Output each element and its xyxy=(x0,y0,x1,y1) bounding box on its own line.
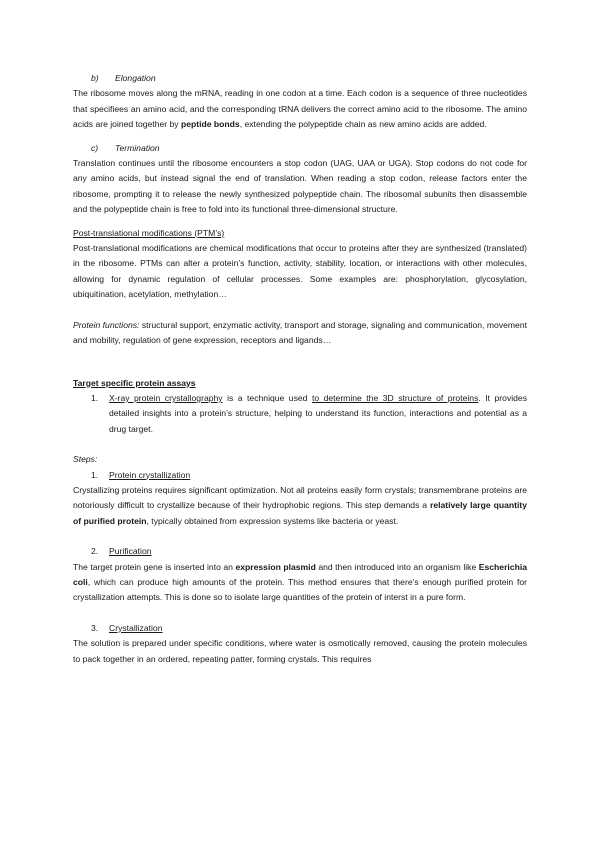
step-2-text-mid: and then introduced into an organism like xyxy=(315,561,479,572)
assay-item-1 xyxy=(91,391,527,437)
assay-item-end: . It provides detailed insights into a protein’s structure, helping to understand its function, interactions and potential as a drug target. xyxy=(109,392,527,434)
step-2-text: The target protein gene is inserted into an xyxy=(73,561,236,572)
termination-heading xyxy=(91,141,527,156)
termination-title: Termination xyxy=(115,142,160,153)
termination-letter: c) xyxy=(91,142,99,153)
elongation-paragraph xyxy=(73,86,527,132)
functions-label: Protein functions: xyxy=(73,319,140,330)
elongation-heading xyxy=(91,71,527,86)
determine-structure-phrase: to determine the 3D structure of proteins xyxy=(311,392,479,403)
step-2-text-end: , which can produce high amounts of the protein. This method ensures that there’s enough purified protein for crystallization attempts. This is done so to isolate large quantities of the protein of interst in a pure form. xyxy=(73,576,527,603)
step-1-number: 1. xyxy=(91,469,99,480)
step-1-title: Protein crystallization xyxy=(109,469,191,480)
functions-text: structural support, enzymatic activity, transport and storage, signaling and communication, movement and mobility, regulation of gene expression, receptors and ligands… xyxy=(73,319,527,346)
document-page xyxy=(73,71,527,667)
steps-label: Steps: xyxy=(73,454,98,465)
ptm-paragraph: Post-translational modifications are chemical modifications that occur to proteins after they are synthesized (translated) in the ribosome. PTMs can alter a protein’s function, activity, stability, location, or interactions with other molecules, allowing for dynamic regulation of cellular processes. Some examples are: phosphorylation, glycosylation, ubiquitination, acetylation, methylation… xyxy=(73,243,527,300)
step-1-heading xyxy=(91,468,527,483)
step-3-heading xyxy=(91,621,527,636)
elongation-text: The ribosome moves along the mRNA, reading in one codon at a time. Each codon is a sequence of three nucleotides that specifiees an amino acid, and the corresponding tRNA delivers the correct amino acid to the ribosome. The amino acids are joined together by xyxy=(73,88,527,130)
termination-paragraph: Translation continues until the ribosome encounters a stop codon (UAG, UAA or UGA). Stop codons do not code for any amino acids, but instead signal the end of translation. When reading a stop codon, release factors enter the ribosome, prompting it to release the newly synthesized polypeptide chain. The ribosomal subunits then disassemble and the polypeptide chain is free to fold into its functional three-dimensional structure. xyxy=(73,158,527,215)
functions-paragraph xyxy=(73,318,527,349)
ptm-heading: Post-translational modifications (PTM’s) xyxy=(73,227,225,238)
step-2-heading xyxy=(91,544,527,559)
step-1-paragraph xyxy=(73,483,527,529)
assay-item-mid: is a technique used xyxy=(222,392,312,403)
xray-crystallography-term: X-ray protein crystallography xyxy=(109,392,223,403)
step-3-title: Crystallization xyxy=(109,622,163,633)
assays-heading: Target specific protein assays xyxy=(73,377,196,388)
peptide-bonds-term: peptide bonds xyxy=(180,119,240,130)
elongation-text-end: , extending the polypeptide chain as new amino acids are added. xyxy=(239,119,487,130)
assay-item-number: 1. xyxy=(91,392,99,403)
step-2-title: Purification xyxy=(109,546,152,557)
step-1-text: Crystallizing proteins requires significant optimization. Not all proteins easily form crystals; transmembrane proteins are notoriously difficult to crystallize because of their hydrophobic regions. This step demands a xyxy=(73,484,527,511)
step-2-number: 2. xyxy=(91,546,99,557)
elongation-title: Elongation xyxy=(115,73,156,83)
step-3-number: 3. xyxy=(91,622,99,633)
step-1-text-end: , typically obtained from expression systems like bacteria or yeast. xyxy=(146,515,399,526)
expression-plasmid-term: expression plasmid xyxy=(235,561,316,572)
ecoli-term: Escherichia coli xyxy=(73,561,527,587)
elongation-letter: b) xyxy=(91,73,99,83)
step-3-paragraph: The solution is prepared under specific conditions, where water is osmotically removed, causing the protein molecules to pack together in an ordered, repeating patter, forming crystals. This requires xyxy=(73,638,527,664)
purified-protein-term: relatively large quantity of purified protein xyxy=(73,500,527,526)
step-2-paragraph xyxy=(73,560,527,606)
